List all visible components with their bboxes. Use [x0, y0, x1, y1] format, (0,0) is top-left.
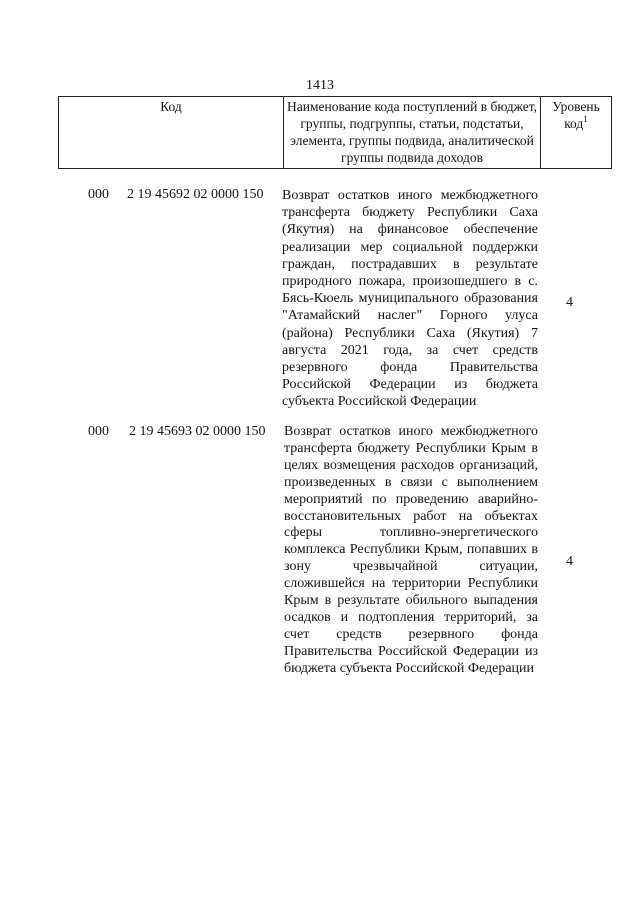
row-level: 4	[566, 295, 573, 310]
header-code: Код	[59, 97, 284, 169]
row-description: Возврат остатков иного межбюджетного трансферта бюджету Республики Саха (Якутия) на финансовое обеспечение реализации мер социальной поддержки граждан, пострадавших в результате природного пожара, произошедшего в с. Бясь-Кюель муниципального образования "Атамайский наслег" Горного улуса (района) Республики Саха (Якутия) 7 августа 2021 года, за счет средств резервного фонда Правительства Российской Федерации из бюджета субъекта Российской Федерации	[282, 188, 538, 410]
row-description: Возврат остатков иного межбюджетного трансферта бюджету Республики Крым в целях возмещения расходов организаций, произведенных в связи с выполнением мероприятий по проведению аварийно-восстановительных работ на объектах сферы топливно-энергетического комплекса Республики Крым, попавших в зону чрезвычайной ситуации, сложившейся на территории Республики Крым в результате обильного выпадения осадков и подтопления территорий, за счет средств резервного фонда Правительства Российской Федерации из бюджета субъекта Российской Федерации	[284, 424, 538, 676]
header-level-label: Уровень код	[552, 99, 600, 131]
row-level: 4	[566, 554, 573, 569]
header-name: Наименование кода поступлений в бюджет, группы, подгруппы, статьи, подстатьи, элемента, группы подвида, аналитической группы подвида доходов	[284, 97, 541, 169]
row-code: 2 19 45692 02 0000 150	[127, 187, 264, 202]
row-prefix: 000	[88, 187, 109, 202]
column-header-table	[58, 96, 612, 169]
page-number: 1413	[306, 78, 334, 93]
row-prefix: 000	[88, 424, 109, 439]
row-code: 2 19 45693 02 0000 150	[129, 424, 266, 439]
header-level	[541, 97, 612, 169]
footnote-marker: 1	[583, 114, 588, 124]
